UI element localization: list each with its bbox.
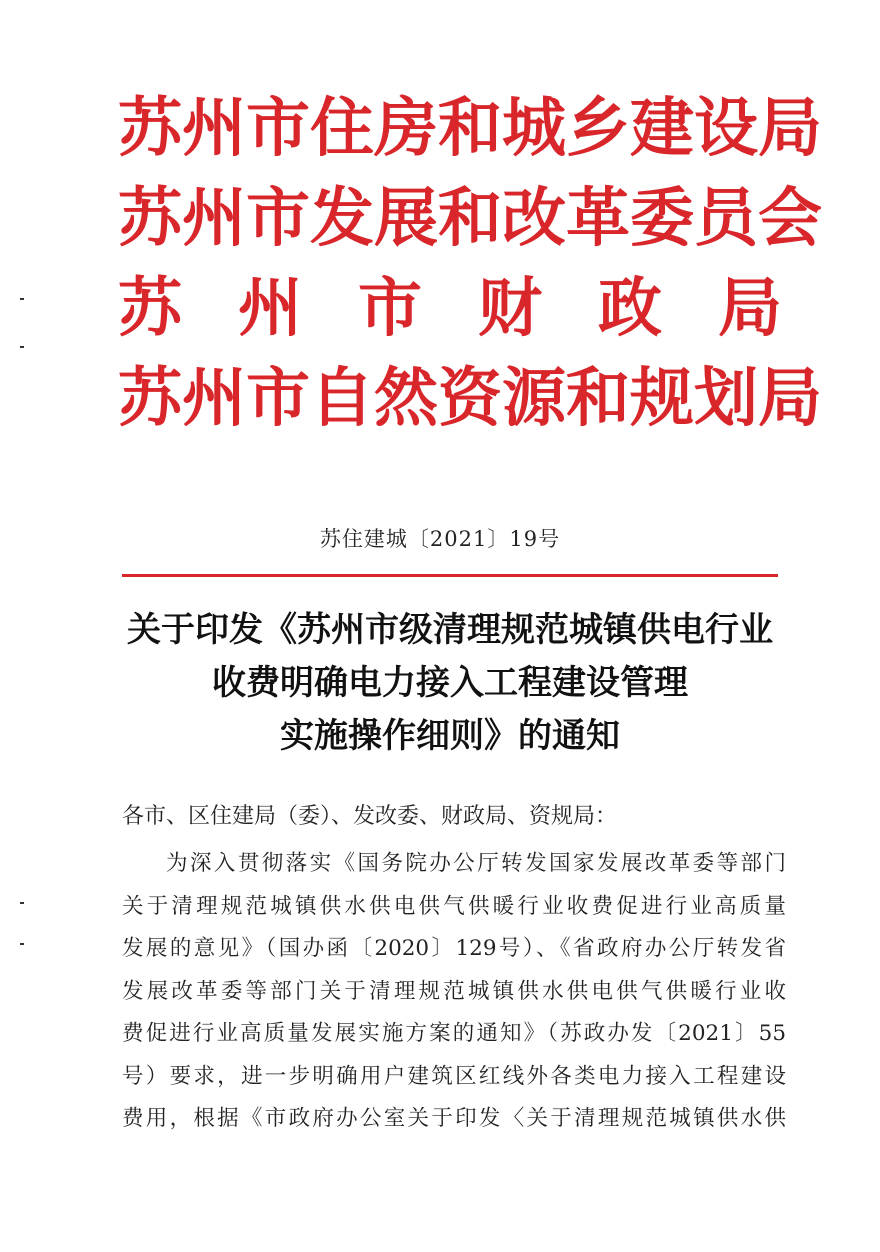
document-title bbox=[100, 604, 800, 763]
org-char: 苏 bbox=[118, 362, 182, 436]
org-name-finance-bureau bbox=[118, 264, 782, 354]
org-char: 住 bbox=[310, 92, 374, 166]
issuing-organizations bbox=[118, 84, 822, 444]
org-char: 政 bbox=[598, 272, 662, 346]
org-char: 州 bbox=[182, 92, 246, 166]
document-number: 苏住建城〔2021〕19号 bbox=[319, 527, 561, 551]
org-char: 苏 bbox=[118, 92, 182, 166]
org-char: 改 bbox=[502, 182, 566, 256]
salutation: 各市、区住建局（委）、发改委、财政局、资规局： bbox=[122, 804, 618, 829]
title-line: 收费明确电力接入工程建设管理 bbox=[212, 663, 688, 703]
org-char: 苏 bbox=[118, 272, 182, 346]
scan-margin-mark bbox=[20, 298, 24, 300]
scan-margin-mark bbox=[20, 943, 24, 945]
org-char: 房 bbox=[374, 92, 438, 166]
org-char: 财 bbox=[478, 272, 542, 346]
title-line: 实施操作细则》的通知 bbox=[280, 716, 620, 756]
title-line: 关于印发《苏州市级清理规范城镇供电行业 bbox=[127, 610, 773, 650]
org-char: 市 bbox=[246, 182, 310, 256]
org-char: 委 bbox=[630, 182, 694, 256]
org-char: 划 bbox=[694, 362, 758, 436]
org-char: 和 bbox=[438, 182, 502, 256]
org-char: 建 bbox=[630, 92, 694, 166]
scan-margin-mark bbox=[20, 902, 24, 904]
org-char: 革 bbox=[566, 182, 630, 256]
org-char: 资 bbox=[438, 362, 502, 436]
org-char: 州 bbox=[238, 272, 302, 346]
org-char: 局 bbox=[718, 272, 782, 346]
org-char: 然 bbox=[374, 362, 438, 436]
org-char: 规 bbox=[630, 362, 694, 436]
body-line: 关于清理规范城镇供水供电供气供暖行业收费促进行业高质量 bbox=[122, 893, 786, 919]
org-name-natural-resources-planning-bureau bbox=[118, 354, 822, 444]
org-char: 局 bbox=[758, 92, 822, 166]
org-char: 市 bbox=[358, 272, 422, 346]
body-paragraph bbox=[122, 843, 786, 1141]
org-name-housing-bureau bbox=[118, 84, 822, 174]
org-char: 苏 bbox=[118, 182, 182, 256]
org-char: 源 bbox=[502, 362, 566, 436]
body-line: 为深入贯彻落实《国务院办公厅转发国家发展改革委等部门 bbox=[166, 851, 786, 876]
org-char: 市 bbox=[246, 92, 310, 166]
body-line: 号）要求，进一步明确用户建筑区红线外各类电力接入工程建设 bbox=[122, 1063, 786, 1089]
org-char: 自 bbox=[310, 362, 374, 436]
body-line: 发展改革委等部门关于清理规范城镇供水供电供气供暖行业收 bbox=[122, 978, 786, 1004]
body-line: 费用，根据《市政府办公室关于印发〈关于清理规范城镇供水供 bbox=[122, 1106, 786, 1131]
org-name-development-reform-commission bbox=[118, 174, 822, 264]
org-char: 发 bbox=[310, 182, 374, 256]
org-char: 州 bbox=[182, 182, 246, 256]
org-char: 乡 bbox=[566, 92, 630, 166]
scan-margin-mark bbox=[20, 346, 24, 348]
org-char: 州 bbox=[182, 362, 246, 436]
org-char: 员 bbox=[694, 182, 758, 256]
org-char: 会 bbox=[758, 182, 822, 256]
org-char: 展 bbox=[374, 182, 438, 256]
org-char: 城 bbox=[502, 92, 566, 166]
org-char: 和 bbox=[438, 92, 502, 166]
red-divider-line bbox=[122, 574, 778, 577]
org-char: 和 bbox=[566, 362, 630, 436]
body-line: 费促进行业高质量发展实施方案的通知》（苏政办发〔2021〕55 bbox=[122, 1021, 786, 1046]
org-char: 局 bbox=[758, 362, 822, 436]
org-char: 设 bbox=[694, 92, 758, 166]
org-char: 市 bbox=[246, 362, 310, 436]
body-line: 发展的意见》（国办函〔2020〕129号）、《省政府办公厅转发省 bbox=[122, 936, 786, 961]
